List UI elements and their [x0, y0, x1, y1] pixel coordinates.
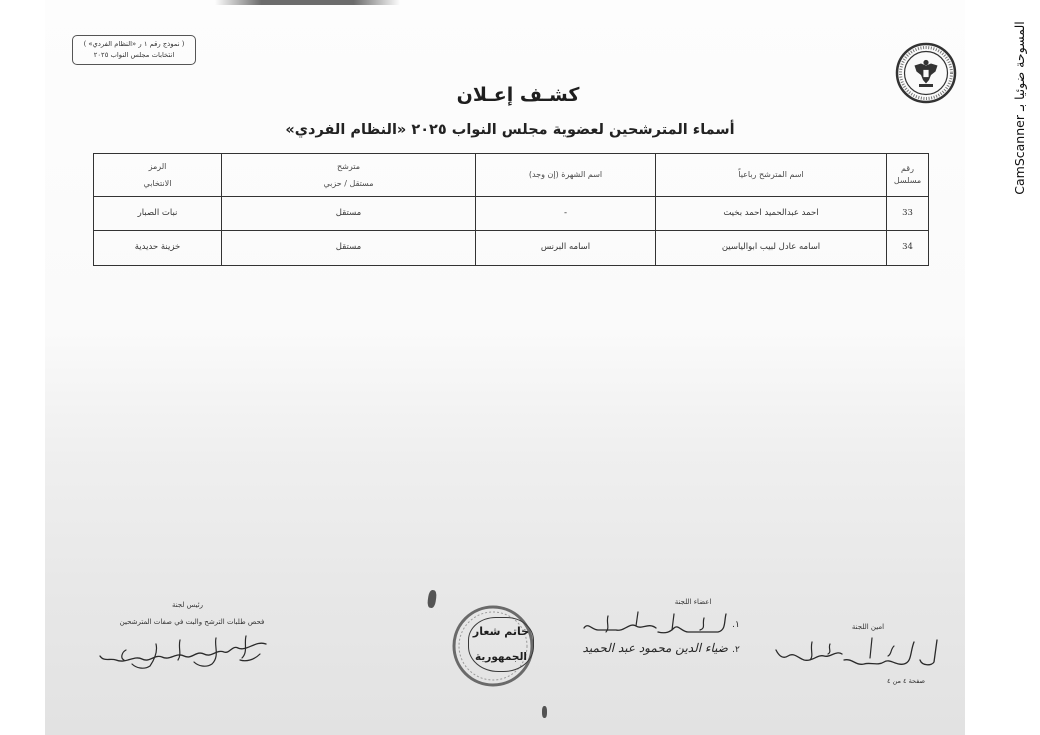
- committee-head-subtitle: فحص طلبات الترشح والبت في صفات المترشحين: [119, 618, 265, 626]
- header-serial-line: مسلسل: [893, 176, 922, 185]
- document-subtitle: أسماء المترشحين لعضوية مجلس النواب ٢٠٢٥ «النظام الفردي»: [285, 122, 735, 138]
- committee-members-title: اعضاء اللجنة: [674, 598, 712, 606]
- committee-head-signature: [96, 630, 276, 672]
- committee-secretary-title: امين اللجنة: [851, 623, 885, 631]
- committee-secretary-signature: [772, 632, 944, 672]
- cell-nickname: -: [476, 197, 656, 231]
- form-number-box: [72, 35, 196, 65]
- cell-symbol: خزينة حديدية: [94, 231, 222, 266]
- candidates-table: [93, 153, 929, 266]
- header-serial-line: رقم: [900, 164, 914, 173]
- ink-mark: [542, 706, 547, 718]
- form-number-line: ( نموذج رقم ١ ر «النظام الفردي» ): [83, 40, 185, 48]
- header-candidate-name: اسم المترشح رباعياً: [656, 154, 887, 197]
- cell-serial: 34: [887, 231, 929, 266]
- cell-candidate-name: احمد عبدالحميد احمد بخيت: [656, 197, 887, 231]
- member-two-handwritten-name: ضياء الدين محمود عبد الحميد: [582, 641, 728, 655]
- header-candidate-status: [222, 154, 476, 197]
- table-header-row: [94, 154, 929, 197]
- header-nickname: اسم الشهرة (إن وجد): [476, 154, 656, 197]
- member-one-signature: [578, 608, 730, 640]
- cell-symbol: نبات الصبار: [94, 197, 222, 231]
- cell-status: مستقل: [222, 231, 476, 266]
- document-title: كشـف إعـلان: [456, 84, 580, 106]
- cell-candidate-name: اسامه عادل لبيب ابوالياسين: [656, 231, 887, 266]
- cell-status: مستقل: [222, 197, 476, 231]
- egypt-eagle-emblem-icon: [895, 42, 957, 104]
- form-election-line: انتخابات مجلس النواب ٢٠٢٥: [93, 51, 175, 59]
- table-row: [94, 231, 929, 266]
- table-row: [94, 197, 929, 231]
- member-number: ٢.: [732, 645, 740, 655]
- header-symbol-line: الرمز: [148, 162, 167, 171]
- republic-stamp: [468, 617, 534, 672]
- member-number: ١.: [732, 620, 740, 630]
- page-number: صفحة ٤ من ٤: [886, 677, 926, 685]
- header-election-symbol: [94, 154, 222, 197]
- cell-serial: 33: [887, 197, 929, 231]
- stamp-line: خاتم شعار: [472, 625, 530, 638]
- stamp-line: الجمهورية: [474, 651, 528, 663]
- header-serial: [887, 154, 929, 197]
- header-status-line: مترشح: [337, 162, 360, 171]
- committee-head-title: رئيس لجنة: [171, 601, 204, 609]
- header-status-line: مستقل / حزبي: [323, 179, 374, 188]
- scan-shadow-streak: [215, 0, 400, 5]
- header-symbol-line: الانتخابي: [143, 179, 172, 188]
- cell-nickname: اسامه البرنس: [476, 231, 656, 266]
- camscanner-watermark: المسوحة ضوئيا بـ CamScanner: [1012, 21, 1027, 195]
